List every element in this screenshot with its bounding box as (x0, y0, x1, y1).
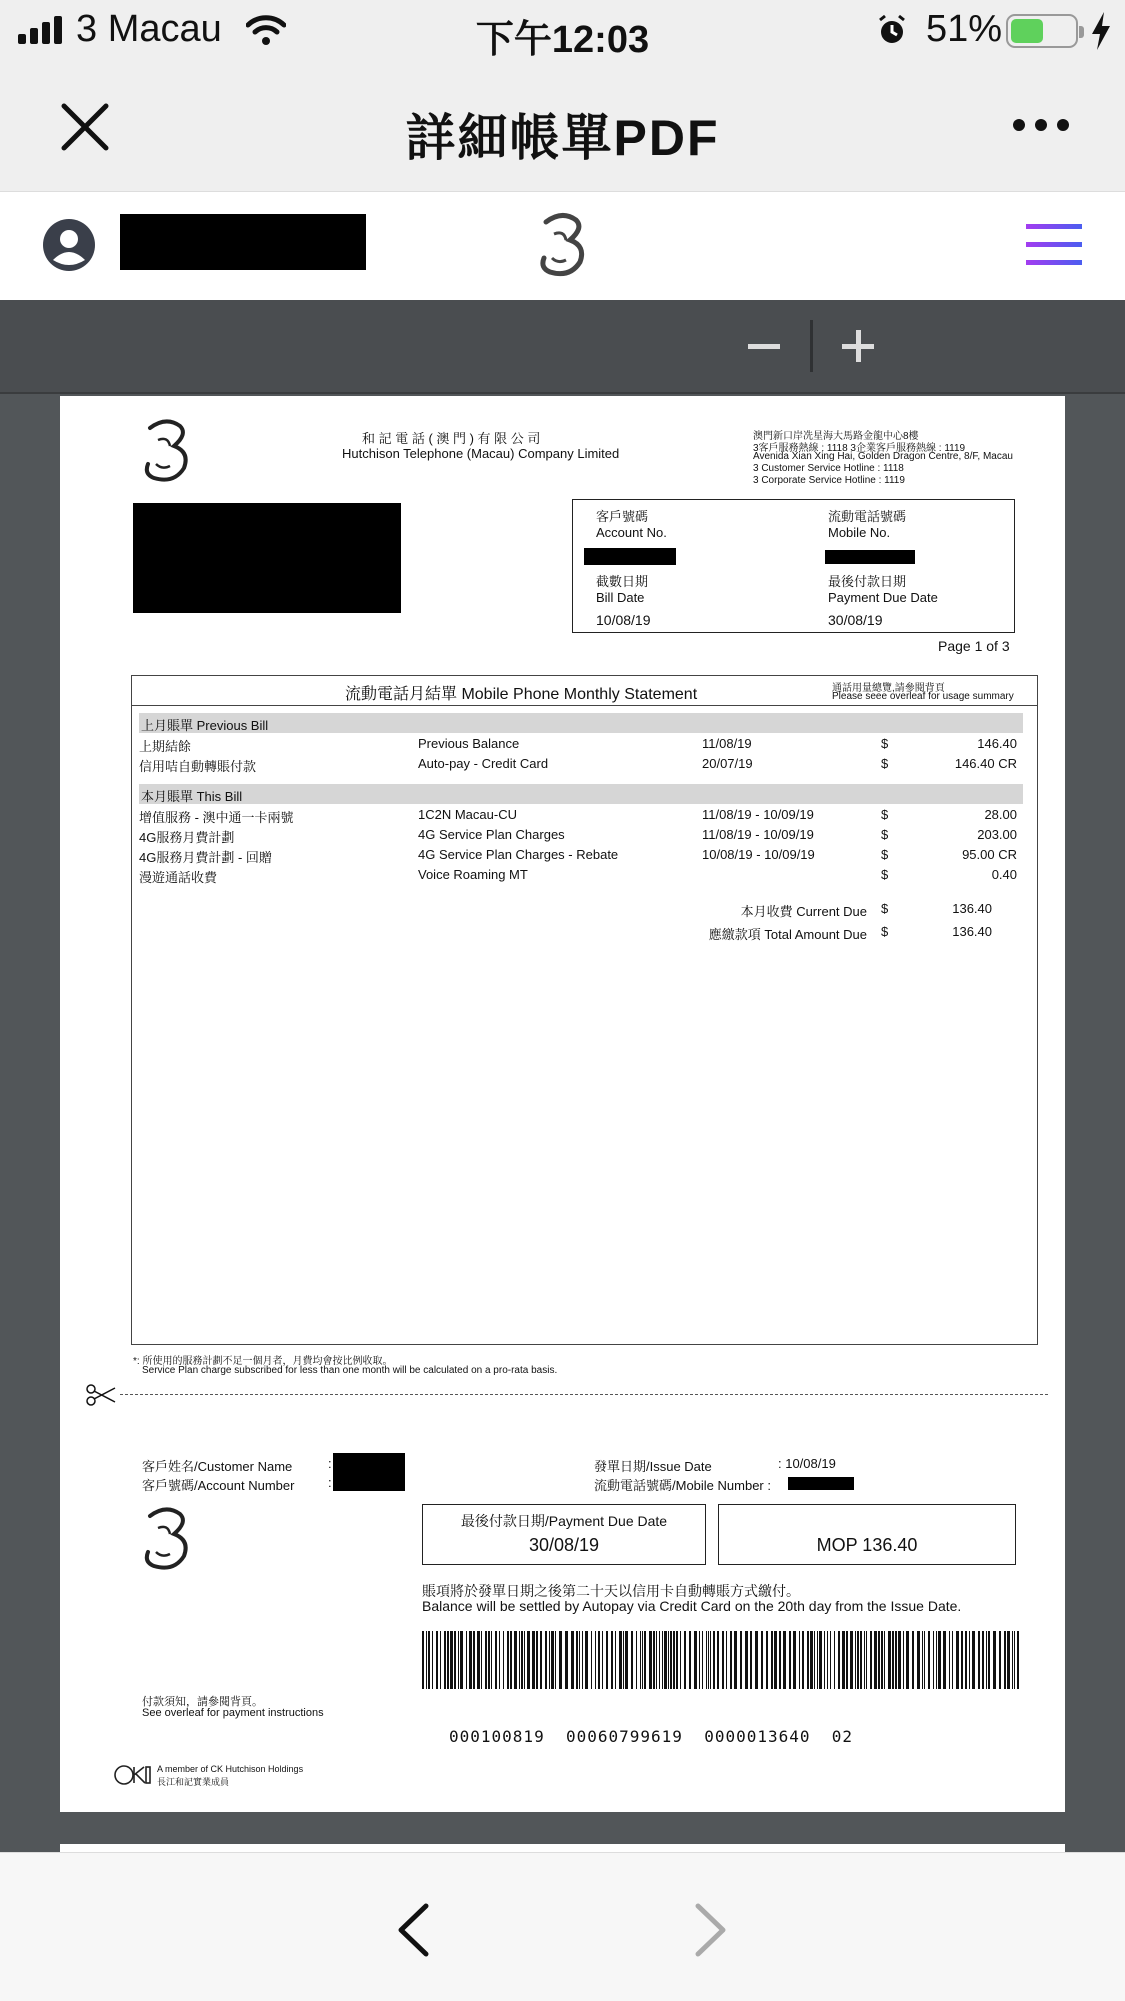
barcode-bar (422, 1631, 424, 1689)
barcode-bar (495, 1631, 497, 1689)
statement-box (131, 675, 1038, 1345)
barcode-bar (949, 1631, 950, 1689)
due-date-label-en: Payment Due Date (828, 590, 938, 605)
statement-title: 流動電話月結單 Mobile Phone Monthly Statement (345, 686, 698, 703)
barcode-bar (774, 1631, 777, 1689)
barcode-bar (793, 1631, 796, 1689)
barcode-bar (571, 1631, 574, 1689)
barcode-bar (717, 1631, 719, 1689)
barcode-bar (969, 1631, 970, 1689)
mobile-number-label: 流動電話號碼/Mobile Number : (594, 1478, 771, 1493)
barcode-bar (653, 1631, 655, 1689)
settlement-note-en: Balance will be settled by Autopay via Credit Card on the 20th day from the Issue Date. (422, 1598, 962, 1614)
barcode-bar (734, 1631, 737, 1689)
three-slip-logo (140, 1506, 192, 1574)
scissors-icon (86, 1384, 116, 1406)
barcode-bar (1007, 1631, 1010, 1689)
barcode-bar (978, 1631, 980, 1689)
barcode-bar (649, 1631, 652, 1689)
barcode-bar (834, 1631, 835, 1689)
barcode-bar (510, 1631, 512, 1689)
barcode-bar (917, 1631, 920, 1689)
navigation-bar (0, 62, 1125, 192)
barcode-bar (664, 1631, 667, 1689)
barcode-bar (965, 1631, 967, 1689)
barcode-bar (485, 1631, 487, 1689)
barcode-bar (551, 1631, 554, 1689)
barcode-bar (659, 1631, 660, 1689)
barcode-bar (999, 1631, 1001, 1689)
payment-note-cn: 付款須知，請參閱背頁。 (142, 1696, 263, 1708)
barcode-bar (750, 1631, 752, 1689)
redacted-mobile-no (825, 550, 915, 564)
barcode-bar (864, 1631, 865, 1689)
barcode-bar (499, 1631, 500, 1689)
item-name-en: Previous Balance (418, 736, 520, 751)
barcode-bar (766, 1631, 768, 1689)
cut-line (120, 1394, 1048, 1395)
redacted-user-name (120, 214, 366, 270)
item-name-cn: 漫遊通話收費 (139, 870, 218, 885)
issue-date-value: : 10/08/19 (778, 1456, 836, 1471)
barcode-bar (536, 1631, 538, 1689)
item-amount: 0.40 (991, 867, 1017, 882)
barcode-bar (447, 1631, 449, 1689)
payment-note-en: See overleaf for payment instructions (142, 1707, 324, 1719)
barcode-bar (814, 1631, 815, 1689)
payment-barcode (422, 1631, 1022, 1689)
amount-box (718, 1504, 1016, 1565)
customer-name-label: 客戶姓名/Customer Name (142, 1459, 293, 1474)
footnote-en: Service Plan charge subscribed for less than one month will be calculated on a pro-rata basis. (142, 1365, 558, 1376)
barcode-bar (874, 1631, 877, 1689)
barcode-bar (585, 1631, 588, 1689)
barcode-bar (802, 1631, 804, 1689)
barcode-bar (870, 1631, 872, 1689)
barcode-bar (771, 1631, 773, 1689)
carrier-label: 3 Macau (76, 8, 222, 50)
address-line-4: 3 Customer Service Hotline : 1118 (753, 463, 904, 474)
barcode-bar (799, 1631, 800, 1689)
barcode-bar (745, 1631, 748, 1689)
address-line-2: 3客戶服務熱線 : 1118 3企業客戶服務熱線 : 1119 (753, 443, 966, 454)
barcode-bar (906, 1631, 909, 1689)
item-currency: $ (881, 736, 889, 751)
payment-due-value: 30/08/19 (528, 1535, 600, 1555)
redacted-slip-mobile (788, 1477, 854, 1490)
barcode-bar (450, 1631, 453, 1689)
barcode-bar (1017, 1631, 1019, 1689)
barcode-bar (619, 1631, 622, 1689)
item-name-cn: 4G服務月費計劃 (139, 830, 235, 845)
account-no-label-cn: 客戶號碼 (596, 509, 649, 524)
item-name-en: 4G Service Plan Charges - Rebate (418, 847, 619, 862)
payment-due-label: 最後付款日期/Payment Due Date (460, 1513, 668, 1529)
barcode-bar (761, 1631, 763, 1689)
barcode-bar (830, 1631, 831, 1689)
barcode-bar (458, 1631, 459, 1689)
barcode-bar (855, 1631, 856, 1689)
barcode-bar (491, 1631, 492, 1689)
barcode-bar (755, 1631, 758, 1689)
item-name-en: 4G Service Plan Charges (418, 827, 565, 842)
barcode-bar (817, 1631, 818, 1689)
item-name-cn: 信用咭自動轉賬付款 (139, 759, 257, 774)
bill-date-label-cn: 截數日期 (596, 574, 649, 589)
barcode-bar (952, 1631, 953, 1689)
barcode-bar (527, 1631, 530, 1689)
barcode-bar (708, 1631, 709, 1689)
address-line-3: Avenida Xian Xing Hai, Golden Dragon Centre, 8/F, Macau (753, 451, 1013, 462)
barcode-bar (507, 1631, 509, 1689)
barcode-bar (460, 1631, 463, 1689)
barcode-bar (842, 1631, 845, 1689)
item-amount: 146.40 CR (954, 756, 1017, 771)
barcode-bar (559, 1631, 562, 1689)
barcode-bar (710, 1631, 711, 1689)
barcode-bar (602, 1631, 603, 1689)
barcode-bar (519, 1631, 520, 1689)
barcode-bar (884, 1631, 885, 1689)
barcode-bar (972, 1631, 975, 1689)
barcode-bar (730, 1631, 732, 1689)
barcode-bar (819, 1631, 822, 1689)
more-options-icon[interactable] (1012, 118, 1070, 132)
barcode-bar (933, 1631, 934, 1689)
settlement-note-cn: 賬項將於發單日期之後第二十天以信用卡自動轉賬方式繳付。 (422, 1583, 800, 1599)
barcode-bar (956, 1631, 959, 1689)
bottom-toolbar (0, 1852, 1125, 2001)
barcode-bar (928, 1631, 930, 1689)
barcode-bar (454, 1631, 456, 1689)
item-amount: 146.40 (977, 736, 1017, 751)
barcode-bar (1004, 1631, 1006, 1689)
customer-name-colon: : (328, 1456, 332, 1471)
barcode-bar (699, 1631, 700, 1689)
barcode-bar (789, 1631, 791, 1689)
item-name-cn: 上期結餘 (139, 739, 192, 754)
zoom-divider (810, 320, 813, 372)
barcode-bar (591, 1631, 592, 1689)
barcode-bar (807, 1631, 809, 1689)
bill-date-value: 10/08/19 (596, 612, 651, 628)
barcode-bar (579, 1631, 580, 1689)
barcode-bar (656, 1631, 657, 1689)
current-due-currency: $ (881, 901, 889, 916)
footnote-cn: *: 所使用的服務計劃不足一個月者，月費均會按比例收取。 (133, 1356, 393, 1367)
item-name-cn: 4G服務月費計劃 - 回贈 (139, 850, 272, 865)
pdf-viewer (0, 300, 1125, 1852)
barcode-bar (924, 1631, 925, 1689)
barcode-bar (598, 1631, 600, 1689)
barcode-bar (702, 1631, 703, 1689)
barcode-bar (936, 1631, 937, 1689)
barcode-bar (726, 1631, 727, 1689)
payment-due-box (422, 1504, 706, 1565)
item-amount: 28.00 (984, 807, 1017, 822)
mobile-no-label-en: Mobile No. (828, 525, 891, 540)
barcode-bar (694, 1631, 697, 1689)
barcode-bar (644, 1631, 646, 1689)
barcode-bar (668, 1631, 669, 1689)
site-header (0, 192, 1125, 300)
item-amount: 203.00 (977, 827, 1017, 842)
barcode-bar (488, 1631, 490, 1689)
ck-hutchison-logo (114, 1764, 152, 1786)
barcode-bar (1012, 1631, 1013, 1689)
barcode-bar (895, 1631, 897, 1689)
barcode-bar (892, 1631, 894, 1689)
barcode-bar (1014, 1631, 1015, 1689)
user-avatar-icon[interactable] (42, 218, 96, 272)
barcode-bar (713, 1631, 715, 1689)
redacted-customer-info (333, 1453, 405, 1491)
barcode-bar (473, 1631, 475, 1689)
barcode-bar (623, 1631, 624, 1689)
barcode-bar (689, 1631, 691, 1689)
battery-icon (1006, 14, 1078, 48)
barcode-bar (532, 1631, 535, 1689)
total-due-currency: $ (881, 924, 889, 939)
account-number-label: 客戶號碼/Account Number (142, 1478, 295, 1493)
barcode-bar (595, 1631, 596, 1689)
item-currency: $ (881, 756, 889, 771)
barcode-bar (866, 1631, 867, 1689)
barcode-bar (779, 1631, 781, 1689)
barcode-bar (540, 1631, 542, 1689)
barcode-bar (576, 1631, 578, 1689)
item-currency: $ (881, 867, 889, 882)
total-due-amount: 136.40 (952, 924, 992, 939)
issue-date-label: 發單日期/Issue Date (594, 1459, 712, 1474)
back-chevron-icon[interactable] (396, 1903, 430, 1957)
barcode-bar (640, 1631, 641, 1689)
due-date-label-cn: 最後付款日期 (828, 574, 907, 589)
previous-bill-header: 上月賬單 Previous Bill (139, 713, 1023, 733)
forward-chevron-icon[interactable] (694, 1903, 728, 1957)
item-name-en: Voice Roaming MT (418, 867, 528, 882)
pdf-page (60, 396, 1065, 1812)
barcode-bar (582, 1631, 583, 1689)
item-name-en: 1C2N Macau-CU (418, 807, 517, 822)
barcode-bar (631, 1631, 633, 1689)
item-amount: 95.00 CR (962, 847, 1017, 862)
barcode-bar (477, 1631, 480, 1689)
barcode-bar (611, 1631, 613, 1689)
barcode-bar (988, 1631, 990, 1689)
barcode-bar (676, 1631, 678, 1689)
barcode-bar (514, 1631, 517, 1689)
item-name-en: Auto-pay - Credit Card (418, 756, 549, 771)
barcode-bar (625, 1631, 628, 1689)
barcode-bar (857, 1631, 859, 1689)
barcode-bar (673, 1631, 675, 1689)
zoom-toolbar (0, 300, 1125, 394)
barcode-bar (426, 1631, 427, 1689)
page-title: 詳細帳單PDF (405, 110, 720, 166)
three-brand-logo (140, 418, 192, 486)
item-period: 11/08/19 (702, 736, 752, 751)
item-currency: $ (881, 827, 889, 842)
barcode-bar (680, 1631, 681, 1689)
clock-time: 下午12:03 (475, 19, 650, 61)
barcode-bar (838, 1631, 840, 1689)
barcode-bar (810, 1631, 813, 1689)
barcode-bar (827, 1631, 828, 1689)
hamburger-menu-icon[interactable] (1026, 222, 1082, 268)
address-line-1: 澳門新口岸冼星海大馬路金龍中心8樓 (753, 431, 919, 442)
item-period: 11/08/19 - 10/09/19 (702, 827, 814, 842)
due-date-value: 30/08/19 (828, 612, 883, 628)
item-period: 20/07/19 (702, 756, 753, 771)
statement-title-bar (132, 676, 1037, 706)
barcode-bar (549, 1631, 550, 1689)
barcode-bar (642, 1631, 643, 1689)
usage-note-en: Please seee overleaf for usage summary (832, 691, 1014, 702)
barcode-bar (824, 1631, 825, 1689)
barcode-bar (615, 1631, 616, 1689)
barcode-bar (555, 1631, 556, 1689)
account-no-label-en: Account No. (596, 525, 667, 540)
mobile-no-label-cn: 流動電話號碼 (828, 509, 907, 524)
barcode-bar (943, 1631, 946, 1689)
amount-due-value: MOP 136.40 (816, 1535, 918, 1555)
company-name-cn: 和 記 電 話 ( 澳 門 ) 有 限 公 司 (362, 431, 541, 446)
charging-bolt-icon (1090, 12, 1112, 50)
barcode-bar (545, 1631, 547, 1689)
current-due-amount: 136.40 (952, 901, 992, 916)
redacted-account-no (584, 548, 676, 565)
barcode-bar (706, 1631, 707, 1689)
item-currency: $ (881, 847, 889, 862)
barcode-bar (466, 1631, 467, 1689)
barcode-bar (432, 1631, 433, 1689)
page-indicator: Page 1 of 3 (938, 638, 1010, 654)
barcode-bar (922, 1631, 923, 1689)
item-name-cn: 增值服務 - 澳中通一卡兩號 (139, 810, 294, 825)
barcode-bar (662, 1631, 663, 1689)
account-number-colon: : (328, 1475, 332, 1490)
address-line-5: 3 Corporate Service Hotline : 1119 (753, 475, 905, 486)
total-due-label: 應繳款項 Total Amount Due (708, 927, 867, 942)
battery-percentage: 51% (926, 8, 1003, 50)
company-name-en: Hutchison Telephone (Macau) Company Limited (342, 446, 620, 461)
barcode-bar (888, 1631, 891, 1689)
barcode-number: 000100819 00060799619 0000013640 02 (449, 1727, 854, 1746)
barcode-bar (986, 1631, 987, 1689)
item-period: 10/08/19 - 10/09/19 (702, 847, 815, 862)
current-due-label: 本月收費 Current Due (740, 904, 867, 919)
barcode-bar (503, 1631, 504, 1689)
barcode-bar (912, 1631, 914, 1689)
barcode-bar (993, 1631, 996, 1689)
barcode-bar (565, 1631, 568, 1689)
barcode-bar (436, 1631, 438, 1689)
barcode-bar (783, 1631, 786, 1689)
three-logo-icon[interactable] (536, 212, 588, 278)
alarm-icon (876, 14, 908, 46)
account-info-box (572, 499, 1015, 633)
barcode-bar (521, 1631, 523, 1689)
barcode-bar (846, 1631, 848, 1689)
barcode-bar (524, 1631, 525, 1689)
bill-date-label-en: Bill Date (596, 590, 645, 605)
barcode-bar (444, 1631, 446, 1689)
zoom-in-button[interactable] (842, 330, 874, 362)
barcode-bar (961, 1631, 963, 1689)
this-bill-header: 本月賬單 This Bill (139, 784, 1023, 804)
barcode-bar (850, 1631, 853, 1689)
item-period: 11/08/19 - 10/09/19 (702, 807, 814, 822)
barcode-bar (722, 1631, 724, 1689)
barcode-bar (881, 1631, 883, 1689)
ckh-member-cn: 長江和記實業成員 (157, 1777, 230, 1787)
barcode-bar (898, 1631, 901, 1689)
item-currency: $ (881, 807, 889, 822)
zoom-out-button[interactable] (748, 344, 780, 349)
barcode-bar (982, 1631, 984, 1689)
ckh-member-en: A member of CK Hutchison Holdings (157, 1764, 304, 1774)
barcode-bar (440, 1631, 441, 1689)
barcode-bar (481, 1631, 482, 1689)
barcode-bar (428, 1631, 430, 1689)
barcode-bar (684, 1631, 686, 1689)
barcode-bar (903, 1631, 904, 1689)
barcode-bar (469, 1631, 472, 1689)
redacted-customer-address (133, 503, 401, 613)
status-bar (0, 0, 1125, 62)
barcode-bar (878, 1631, 880, 1689)
barcode-bar (740, 1631, 742, 1689)
usage-note-cn: 通話用量總覽,請參閱背頁 (832, 683, 945, 694)
barcode-bar (670, 1631, 672, 1689)
barcode-bar (606, 1631, 608, 1689)
barcode-bar (636, 1631, 637, 1689)
barcode-bar (860, 1631, 862, 1689)
barcode-bar (938, 1631, 941, 1689)
